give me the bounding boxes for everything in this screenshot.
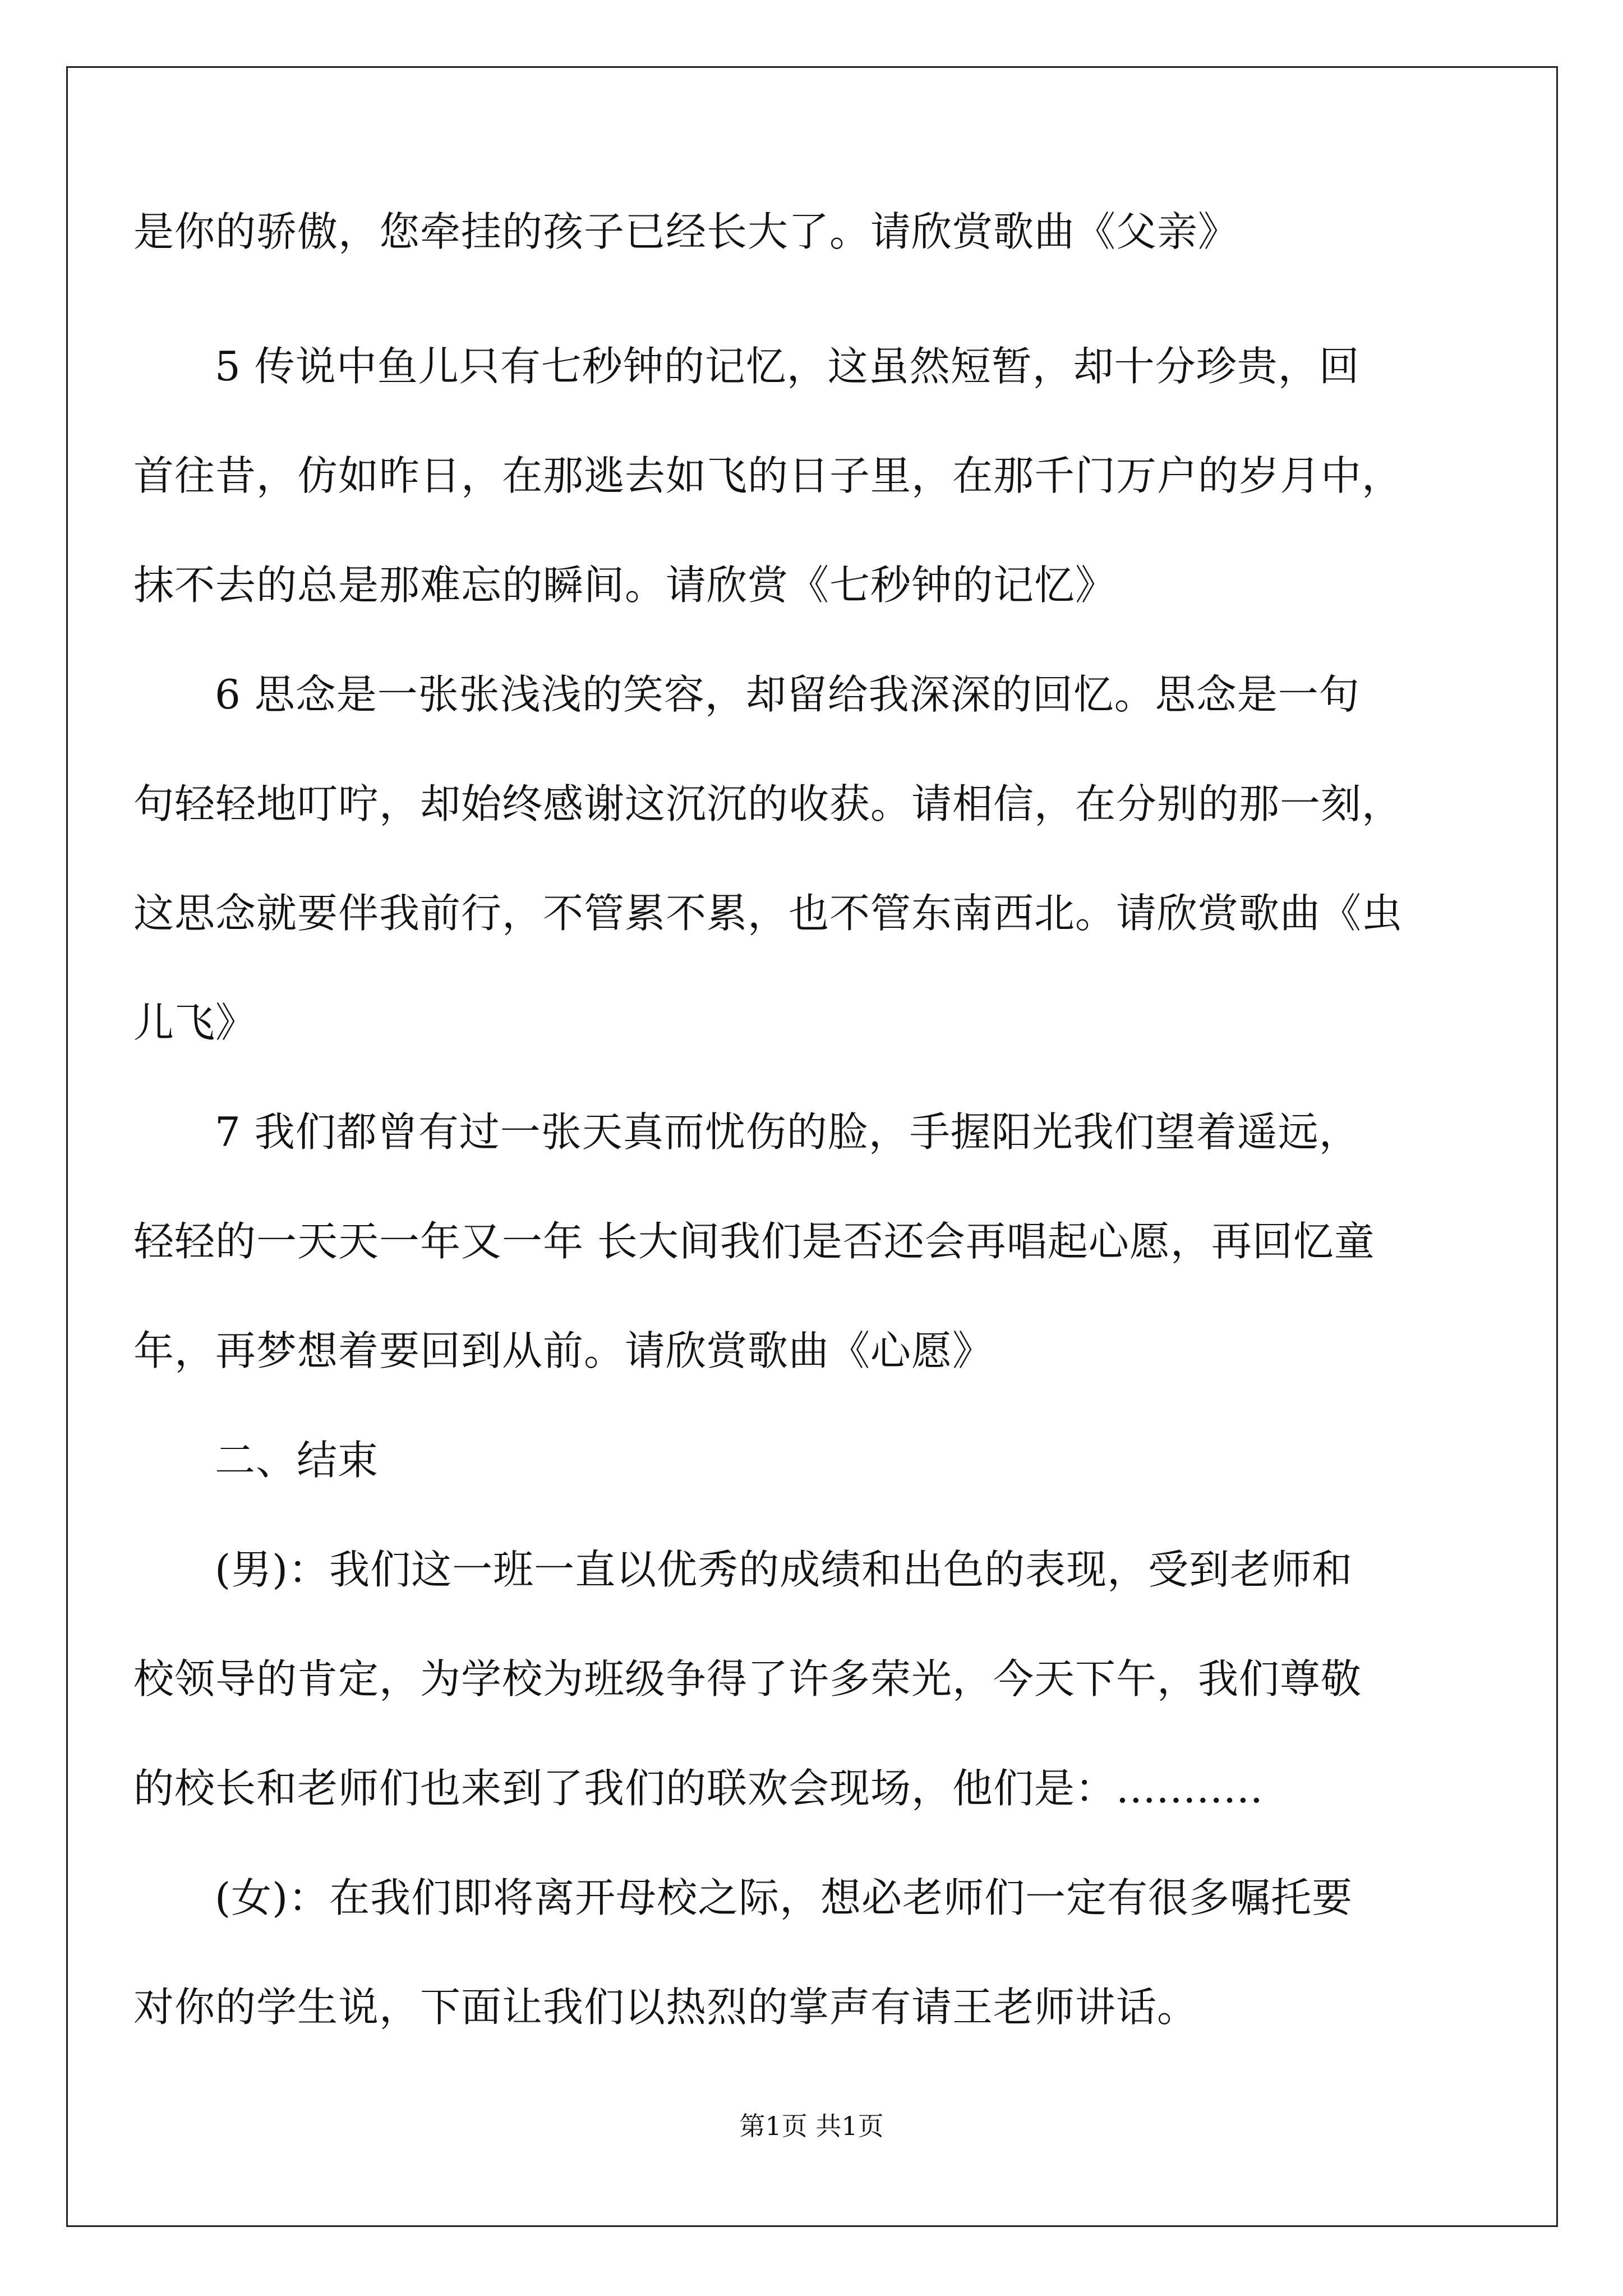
section-heading: 二、结束 (215, 1437, 379, 1484)
text-line: 儿飞》 (133, 999, 257, 1046)
text-line: 的校长和老师们也来到了我们的联欢会现场，他们是：........... (133, 1765, 1264, 1812)
page-footer: 第1页 共1页 (739, 2111, 884, 2141)
text-line: 抹不去的总是那难忘的瞬间。请欣赏《七秒钟的记忆》 (133, 562, 1117, 609)
text-line: 句轻轻地叮咛，却始终感谢这沉沉的收获。请相信，在分别的那一刻， (133, 780, 1403, 827)
text-line: 5 传说中鱼儿只有七秒钟的记忆，这虽然短暂，却十分珍贵，回 (215, 343, 1360, 390)
text-line: 校领导的肯定，为学校为班级争得了许多荣光，今天下午，我们尊敬 (133, 1655, 1362, 1703)
text-line: 对你的学生说，下面让我们以热烈的掌声有请王老师讲话。 (133, 1984, 1198, 2031)
text-line: 首往昔，仿如昨日，在那逃去如飞的日子里，在那千门万户的岁月中， (133, 452, 1403, 499)
text-line: 年，再梦想着要回到从前。请欣赏歌曲《心愿》 (133, 1327, 994, 1374)
text-line: 6 思念是一张张浅浅的笑容，却留给我深深的回忆。思念是一句 (215, 671, 1360, 718)
text-line: 轻轻的一天天一年又一年 长大间我们是否还会再唱起心愿，再回忆童 (133, 1218, 1375, 1265)
text-line: (女)：在我们即将离开母校之际，想必老师们一定有很多嘱托要 (215, 1874, 1353, 1921)
text-line: 7 我们都曾有过一张天真而忧伤的脸，手握阳光我们望着遥远， (215, 1108, 1360, 1156)
text-line: 是你的骄傲，您牵挂的孩子已经长大了。请欣赏歌曲《父亲》 (133, 208, 1239, 255)
text-line: 这思念就要伴我前行，不管累不累，也不管东南西北。请欣赏歌曲《虫 (133, 890, 1403, 937)
text-line: (男)：我们这一班一直以优秀的成绩和出色的表现，受到老师和 (215, 1546, 1353, 1593)
